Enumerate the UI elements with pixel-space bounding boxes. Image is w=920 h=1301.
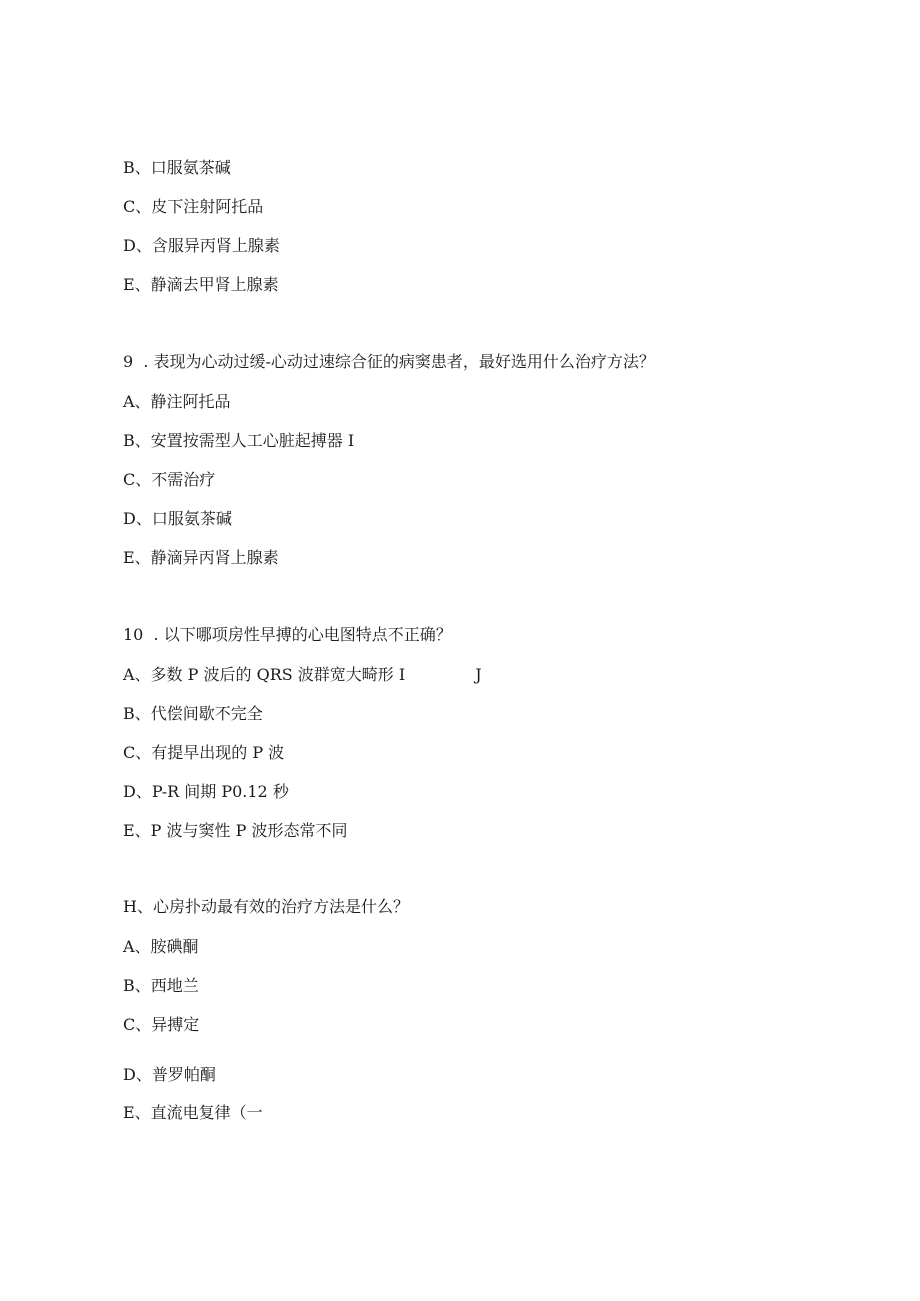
q10-stem: 10 . 以下哪项房性早搏的心电图特点不正确？ [123,625,452,644]
q10-option-e: E、P 波与窦性 P 波形态常不同 [123,821,348,840]
q11-option-b: B、西地兰 [123,976,199,995]
q9-option-a: A、静注阿托品 [123,392,231,411]
q8-option-b: B、口服氨茶碱 [123,158,231,177]
q11-option-a: A、胺碘酮 [123,937,199,956]
q11-option-c: C、异搏定 [123,1015,200,1034]
q9-option-c: C、不需治疗 [123,470,216,489]
q11-stem: H、心房扑动最有效的治疗方法是什么？ [123,897,409,916]
q11-option-e: E、直流电复律（一 [123,1103,263,1122]
q8-option-d: D、含服异丙肾上腺素 [123,236,280,255]
q10-option-a-text: A、多数 P 波后的 QRS 波群宽大畸形 I [123,665,406,684]
q9-stem: 9 . 表现为心动过缓-心动过速综合征的病窦患者，最好选用什么治疗方法？ [123,352,655,371]
q10-option-a [123,665,482,685]
q9-option-b: B、安置按需型人工心脏起搏器 I [123,431,355,450]
q9-option-d: D、口服氨茶碱 [123,509,232,528]
q10-option-c: C、有提早出现的 P 波 [123,743,285,762]
q10-option-b: B、代偿间歇不完全 [123,704,263,723]
q9-option-e: E、静滴异丙肾上腺素 [123,548,279,567]
q8-option-c: C、皮下注射阿托品 [123,197,264,216]
q10-option-d: D、P-R 间期 P0.12 秒 [123,782,289,801]
q10-option-a-suffix: J [475,665,482,684]
q8-option-e: E、静滴去甲肾上腺素 [123,275,279,294]
q11-option-d: D、普罗帕酮 [123,1065,216,1084]
